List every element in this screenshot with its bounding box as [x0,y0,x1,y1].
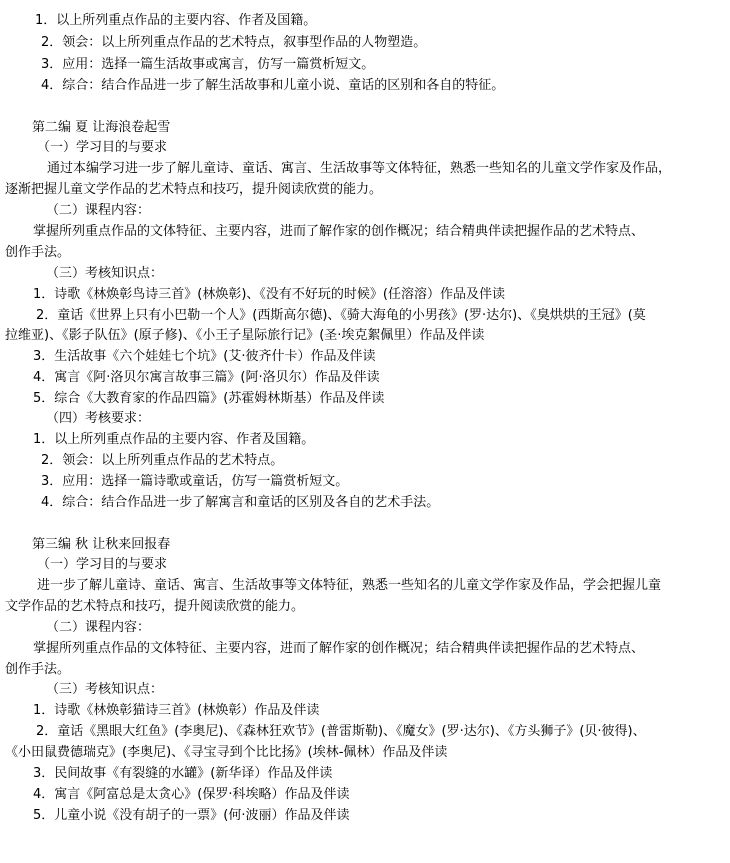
section2-objectives-text-1: 通过本编学习进一步了解儿童诗、童话、寓言、生活故事等文体特征，熟悉一些知名的儿童文学作家及作品， [47,161,672,176]
section2-requirement-1: 1．以上所列重点作品的主要内容、作者及国籍。 [33,432,315,447]
section3-objectives-text-1: 进一步了解儿童诗、童话、寓言、生活故事等文体特征，熟悉一些知名的儿童文学作家及作品，学会把握儿童 [37,578,662,593]
section3-knowledge-heading: （三）考核知识点： [46,682,164,697]
section3-title: 第三编 秋 让秋来回报春 [32,537,171,552]
section3-content-text-2: 创作手法。 [5,662,71,677]
section2-title: 第二编 夏 让海浪卷起雪 [32,120,171,135]
section2-requirement-4: 4．综合：结合作品进一步了解寓言和童话的区别及各自的艺术手法。 [41,495,440,510]
section2-knowledge-item-4: 4．寓言《阿·洛贝尔寓言故事三篇》(阿·洛贝尔）作品及伴读 [33,370,380,385]
section2-objectives-heading: （一）学习目的与要求 [37,140,168,155]
section2-objectives-text-2: 逐渐把握儿童文学作品的艺术特点和技巧，提升阅读欣赏的能力。 [5,182,383,197]
section3-knowledge-item-4: 4．寓言《阿富总是太贪心》(保罗·科埃略）作品及伴读 [33,787,350,802]
section3-objectives-heading: （一）学习目的与要求 [37,557,168,572]
section3-knowledge-item-5: 5．儿童小说《没有胡子的一票》(何·波丽）作品及伴读 [33,808,350,823]
section3-knowledge-item-3: 3．民间故事《有裂缝的水罐》(新华译）作品及伴读 [33,766,333,781]
section2-knowledge-item-5: 5．综合《大教育家的作品四篇》(苏霍姆林斯基）作品及伴读 [33,391,385,406]
section2-content-heading: （二）课程内容： [46,203,151,218]
intro-item-1: 1．以上所列重点作品的主要内容、作者及国籍。 [35,13,317,28]
section2-requirements-heading: （四）考核要求： [46,411,151,426]
intro-item-4: 4．综合：结合作品进一步了解生活故事和儿童小说、童话的区别和各自的特征。 [41,78,505,93]
section3-content-heading: （二）课程内容： [46,620,151,635]
section2-content-text-1: 掌握所列重点作品的文体特征、主要内容，进而了解作家的创作概况；结合精典伴读把握作品的艺术特点、 [33,224,645,239]
intro-item-3: 3．应用：选择一篇生活故事或寓言，仿写一篇赏析短文。 [41,57,375,72]
section2-knowledge-item-1: 1．诗歌《林焕彰鸟诗三首》(林焕彰)、《没有不好玩的时候》(任溶溶）作品及伴读 [33,287,505,302]
section2-knowledge-item-2-cont: 拉维亚)、《影子队伍》(原子修)、《小王子星际旅行记》(圣·埃克絮佩里）作品及伴读 [5,328,485,343]
section2-knowledge-item-2: 2．童话《世界上只有小巴勒一个人》(西斯高尔德)、《骑大海龟的小男孩》(罗·达尔)、《臭烘烘的王冠》(莫 [36,308,646,323]
section2-requirement-2: 2．领会：以上所列重点作品的艺术特点。 [41,453,284,468]
section2-requirement-3: 3．应用：选择一篇诗歌或童话，仿写一篇赏析短文。 [41,474,349,489]
intro-item-2: 2．领会：以上所列重点作品的艺术特点，叙事型作品的人物塑造。 [41,35,427,50]
section3-content-text-1: 掌握所列重点作品的文体特征、主要内容，进而了解作家的创作概况；结合精典伴读把握作品的艺术特点、 [33,641,645,656]
section2-knowledge-heading: （三）考核知识点： [46,266,164,281]
section2-knowledge-item-3: 3．生活故事《六个娃娃七个坑》(艾·彼齐什卡）作品及伴读 [33,349,376,364]
section2-content-text-2: 创作手法。 [5,245,71,260]
section3-objectives-text-2: 文学作品的艺术特点和技巧，提升阅读欣赏的能力。 [5,599,305,614]
section3-knowledge-item-2: 2．童话《黑眼大红鱼》(李奥尼)、《森林狂欢节》(普雷斯勒)、《魔女》(罗·达尔)、《方头狮子》(贝·彼得)、 [36,724,646,739]
section3-knowledge-item-2-cont: 《小田鼠费德瑞克》(李奥尼)、《寻宝寻到个比比扬》(埃林-佩林）作品及伴读 [5,745,448,760]
section3-knowledge-item-1: 1．诗歌《林焕彰猫诗三首》(林焕彰）作品及伴读 [33,703,320,718]
